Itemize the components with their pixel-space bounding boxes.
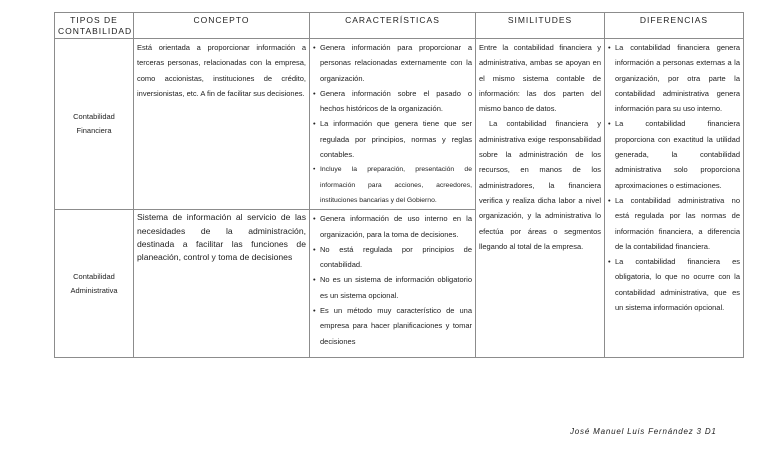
header-concepto: CONCEPTO <box>134 13 310 39</box>
caracteristica-item: • No está regulada por principios de contabilidad. <box>313 242 472 273</box>
caracteristicas-administrativa <box>310 210 476 358</box>
header-tipos: TIPOS DE CONTABILIDAD <box>55 13 134 39</box>
similitud-item: Entre la contabilidad financiera y administrativa, ambas se apoyan en el mismo sistema contable de información: las dos parten del mismo banco de datos. <box>479 43 601 114</box>
header-caracteristicas: CARACTERÍSTICAS <box>310 13 476 39</box>
author-signature: José Manuel Luis Fernández 3 D1 <box>570 427 717 436</box>
tipo-financiera: Contabilidad Financiera <box>55 39 134 210</box>
similitudes-cell <box>476 39 605 358</box>
diferencias-cell <box>605 39 744 358</box>
caracteristica-item: • No es un sistema de información obligatorio es un sistema opcional. <box>313 272 472 303</box>
comparison-table <box>54 12 744 358</box>
similitud-item: La contabilidad financiera y administrativa exige responsabilidad sobre la administración de los recursos, en manos de los administradores, la financiera verifica y realiza dicha labor a nivel organización, y la administrativa lo efectúa por áreas o segmentos llegando al total de la empresa. <box>479 119 601 251</box>
diferencia-item: • La contabilidad financiera es obligatoria, lo que no ocurre con la contabilidad administrativa, que es un sistema información opcional. <box>608 254 740 315</box>
caracteristica-item: • Genera información de uso interno en la organización, para la toma de decisiones. <box>313 211 472 242</box>
diferencia-item: • La contabilidad financiera genera información a personas externas a la organización, por otra parte la contabilidad administrativa genera información para su uso interno. <box>608 40 740 116</box>
caracteristica-item: • Genera información para proporcionar a personas relacionadas externamente con la organización. <box>313 40 472 86</box>
header-similitudes: SIMILITUDES <box>476 13 605 39</box>
caracteristica-item: • Es un método muy característico de una empresa para hacer planificaciones y tomar decisiones <box>313 303 472 349</box>
tipo-administrativa: Contabilidad Administrativa <box>55 210 134 358</box>
caracteristica-item: • La información que genera tiene que ser regulada por principios, normas y reglas contables. <box>313 116 472 162</box>
row-financiera <box>55 39 744 210</box>
caracteristica-item: • Genera información sobre el pasado o hechos históricos de la organización. <box>313 86 472 117</box>
concepto-financiera: Está orientada a proporcionar información a terceras personas, relacionadas con la empresa, como accionistas, instituciones de crédito, inversionistas, etc. A fin de facilitar sus decisiones. <box>134 39 310 210</box>
diferencia-item: • La contabilidad financiera proporciona con exactitud la utilidad generada, la contabilidad administrativa solo proporciona aproximaciones o estimaciones. <box>608 116 740 192</box>
caracteristica-item: • Incluye la preparación, presentación de información para acciones, acreedores, instituciones bancarias y del Gobierno. <box>313 162 472 208</box>
diferencia-item: • La contabilidad administrativa no está regulada por las normas de información financiera, a diferencia de la contabilidad financiera. <box>608 193 740 254</box>
header-row <box>55 13 744 39</box>
header-diferencias: DIFERENCIAS <box>605 13 744 39</box>
concepto-administrativa: Sistema de información al servicio de las necesidades de la administración, destinada a facilitar las funciones de planeación, control y toma de decisiones <box>134 210 310 358</box>
caracteristicas-financiera <box>310 39 476 210</box>
